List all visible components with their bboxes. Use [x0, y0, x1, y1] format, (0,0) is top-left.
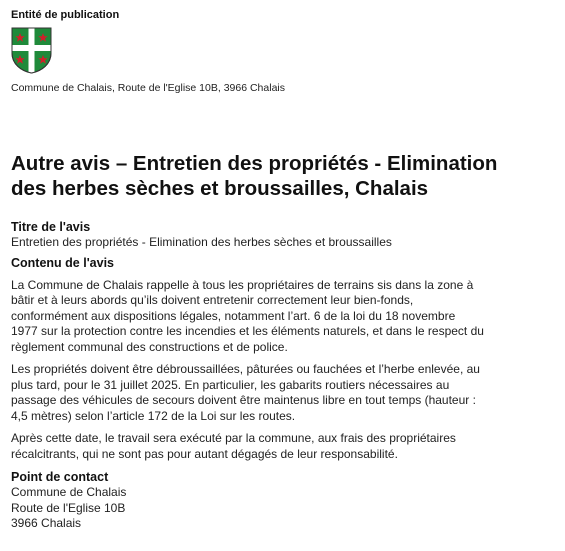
contenu-heading: Contenu de l'avis: [11, 255, 114, 270]
page-title: [11, 151, 551, 201]
contact-line: 3966 Chalais: [11, 516, 82, 530]
paragraph-2-line: 4,5 mètres) selon l’article 172 de la Loi sur les routes.: [11, 408, 296, 423]
paragraph-1-line: bâtir et à leurs abords qu’ils doivent entretenir correctement leur bien-fonds,: [11, 293, 414, 307]
title-line-2: des herbes sèches et broussailles, Chalais: [11, 177, 429, 200]
paragraph-2-line: passage des véhicules de secours doivent être maintenus libre en tout temps (hauteur :: [11, 393, 476, 407]
paragraph-1: [11, 278, 556, 356]
paragraph-3-line: Après cette date, le travail sera exécuté par la commune, aux frais des propriétaires: [11, 431, 456, 445]
title-line-1: Autre avis – Entretien des propriétés - Elimination: [11, 152, 498, 175]
paragraph-2: [11, 362, 556, 424]
titre-value: Entretien des propriétés - Elimination des herbes sèches et broussailles: [11, 235, 392, 249]
paragraph-1-line: règlement communal des constructions et de police.: [11, 339, 288, 354]
paragraph-1-line: 1977 sur la protection contre les incendies et les éléments naturels, et dans le respect du: [11, 324, 484, 338]
contact-line: Route de l'Eglise 10B: [11, 500, 126, 515]
contact-line: Commune de Chalais: [11, 485, 127, 499]
paragraph-1-line: La Commune de Chalais rappelle à tous les propriétaires de terrains sis dans la zone à: [11, 277, 474, 292]
publisher-address: Commune de Chalais, Route de l'Eglise 10B, 3966 Chalais: [11, 82, 285, 94]
paragraph-2-line: Les propriétés doivent être débroussaillées, pâturées ou fauchées et l’herbe enlevée, au: [11, 362, 480, 376]
contact-heading: Point de contact: [11, 470, 109, 484]
paragraph-3: [11, 431, 556, 462]
paragraph-1-line: conformément aux dispositions légales, notamment l’art. 6 de la loi du 18 novembre: [11, 308, 456, 323]
paragraph-2-line: plus tard, pour le 31 juillet 2025. En particulier, les gabarits routiers nécessaires au: [11, 377, 450, 392]
chalais-coat-of-arms-icon: [11, 27, 52, 74]
notice-content: [11, 219, 556, 532]
titre-heading: Titre de l'avis: [11, 220, 91, 234]
publisher-label: Entité de publication: [11, 9, 120, 21]
paragraph-3-line: récalcitrants, qui ne sont pas pour autant dégagés de leur responsabilité.: [11, 446, 398, 461]
